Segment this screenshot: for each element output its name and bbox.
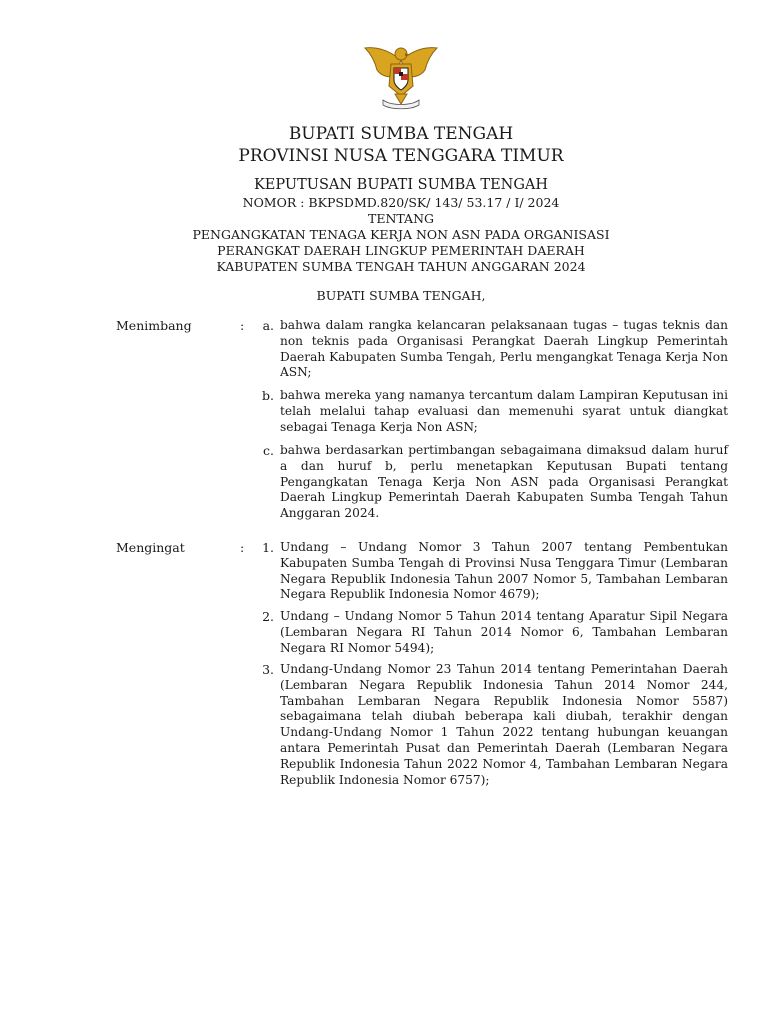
mengingat-marker-3: 3. <box>262 662 274 677</box>
decree-title: KEPUTUSAN BUPATI SUMBA TENGAH <box>253 177 549 193</box>
menimbang-item-c: bahwa berdasarkan pertimbangan sebagaimana dimaksud dalam huruf a dan huruf b, perlu menetapkan Keputusan Bupati tentang Pengangkatan Tenaga Kerja Non ASN pada Organisasi Perangkat Daerah Lingkup Pemerintah Daerah Kabupaten Sumba Tengah Tahun Anggaran 2024. <box>280 443 728 521</box>
garuda-emblem-icon <box>361 42 441 110</box>
mengingat-item-2: Undang – Undang Nomor 5 Tahun 2014 tentang Aparatur Sipil Negara (Lembaran Negara RI Tahun 2014 Nomor 6, Tambahan Lembaran Negara RI Nomor 5494); <box>280 609 728 655</box>
decree-number: NOMOR : BKPSDMD.820/SK/ 143/ 53.17 / I/ 2024 <box>242 195 560 210</box>
decree-subject-line: KABUPATEN SUMBA TENGAH TAHUN ANGGARAN 2024 <box>216 259 586 274</box>
menimbang-marker-a: a. <box>262 318 274 333</box>
menimbang-marker-b: b. <box>262 388 274 403</box>
decree-subject-line: PERANGKAT DAERAH LINGKUP PEMERINTAH DAERAH <box>217 243 585 258</box>
menimbang-marker-c: c. <box>263 443 274 458</box>
decree-tentang: TENTANG <box>367 211 434 226</box>
decree-subject-line: PENGANGKATAN TENAGA KERJA NON ASN PADA ORGANISASI <box>192 227 610 242</box>
mengingat-item-1: Undang – Undang Nomor 3 Tahun 2007 tentang Pembentukan Kabupaten Sumba Tengah di Provinsi Nusa Tenggara Timur (Lembaran Negara Republik Indonesia Tahun 2007 Nomor 5, Tambahan Lembaran Negara Republik Indonesia Nomor 4679); <box>280 540 728 602</box>
decree-issuer: BUPATI SUMBA TENGAH, <box>316 288 486 303</box>
header-title-province: PROVINSI NUSA TENGGARA TIMUR <box>238 146 564 166</box>
menimbang-item-b: bahwa mereka yang namanya tercantum dalam Lampiran Keputusan ini telah melalui tahap evaluasi dan memenuhi syarat untuk diangkat sebagai Tenaga Kerja Non ASN; <box>280 388 728 434</box>
mengingat-colon: : <box>240 540 245 555</box>
mengingat-label: Mengingat <box>116 540 185 555</box>
mengingat-item-3: Undang-Undang Nomor 23 Tahun 2014 tentang Pemerintahan Daerah (Lembaran Negara Republik Indonesia Tahun 2014 Nomor 244, Tambahan Lembaran Negara Republik Indonesia Nomor 5587) sebagaimana telah diubah beberapa kali diubah, terakhir dengan Undang-Undang Nomor 1 Tahun 2022 tentang hubungan keuangan antara Pemerintah Pusat dan Pemerintah Daerah (Lembaran Negara Republik Indonesia Tahun 2022 Nomor 4, Tambahan Lembaran Negara Republik Indonesia Nomor 6757); <box>280 662 728 787</box>
header-title-regent: BUPATI SUMBA TENGAH <box>288 124 514 144</box>
menimbang-label: Menimbang <box>116 318 192 333</box>
mengingat-marker-2: 2. <box>262 609 274 624</box>
menimbang-colon: : <box>240 318 245 333</box>
menimbang-item-a: bahwa dalam rangka kelancaran pelaksanaan tugas – tugas teknis dan non teknis pada Organisasi Perangkat Daerah Lingkup Pemerintah Daerah Kabupaten Sumba Tengah, Perlu mengangkat Tenaga Kerja Non ASN; <box>280 318 728 380</box>
mengingat-marker-1: 1. <box>262 540 274 555</box>
